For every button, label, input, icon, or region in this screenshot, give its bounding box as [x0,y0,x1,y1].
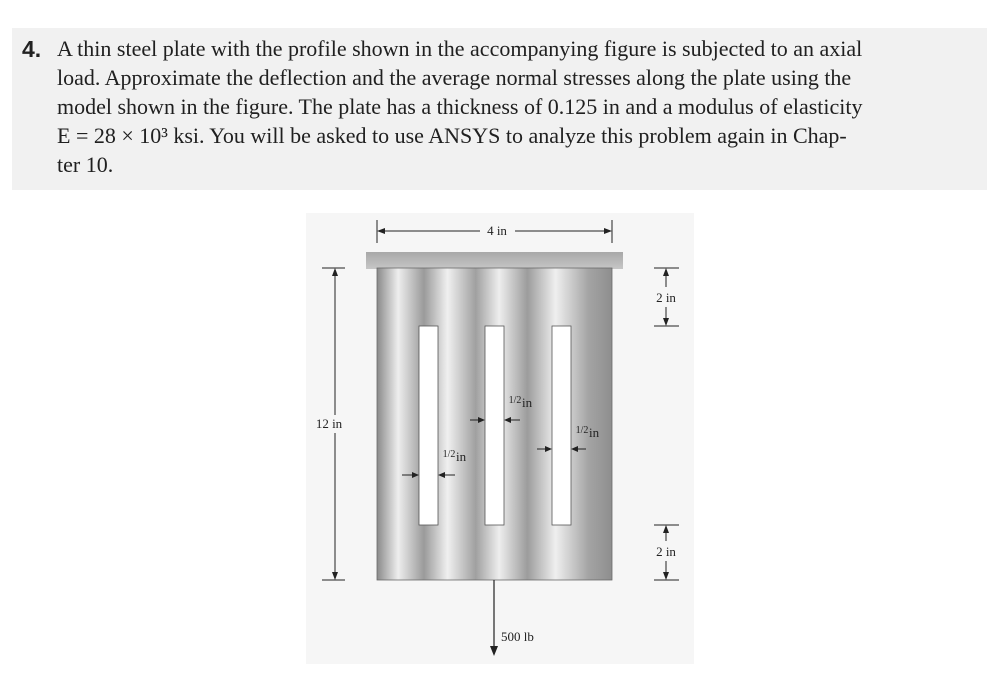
load-label: 500 lb [501,629,534,644]
problem-number: 4. [22,36,42,62]
slot-1 [419,326,438,525]
problem-line-1: A thin steel plate with the profile shown in the accompanying figure is subjected to an axial [57,36,863,61]
svg-text:1/2: 1/2 [442,449,456,460]
width-label: 4 in [487,223,507,238]
svg-text:in: in [589,425,600,440]
svg-text:in: in [456,449,467,464]
svg-text:1/2: 1/2 [575,425,589,436]
problem-line-4: E = 28 × 10³ ksi. You will be asked to use ANSYS to analyze this problem again in Chap- [57,123,847,148]
problem-line-5: ter 10. [57,152,114,177]
svg-text:in: in [522,395,533,410]
load-arrow [490,580,498,656]
top-margin-label: 2 in [656,290,676,305]
bottom-margin-label: 2 in [656,544,676,559]
slot-2 [485,326,504,525]
fixed-support [366,252,623,269]
problem-line-3: model shown in the figure. The plate has a thickness of 0.125 in and a modulus of elasticity [57,94,863,119]
problem-line-2: load. Approximate the deflection and the average normal stresses along the plate using the [57,65,852,90]
height-label: 12 in [315,416,343,431]
figure-panel [306,213,694,664]
svg-text:1/2: 1/2 [508,395,522,406]
slot-3 [552,326,571,525]
plate-figure [306,213,694,664]
